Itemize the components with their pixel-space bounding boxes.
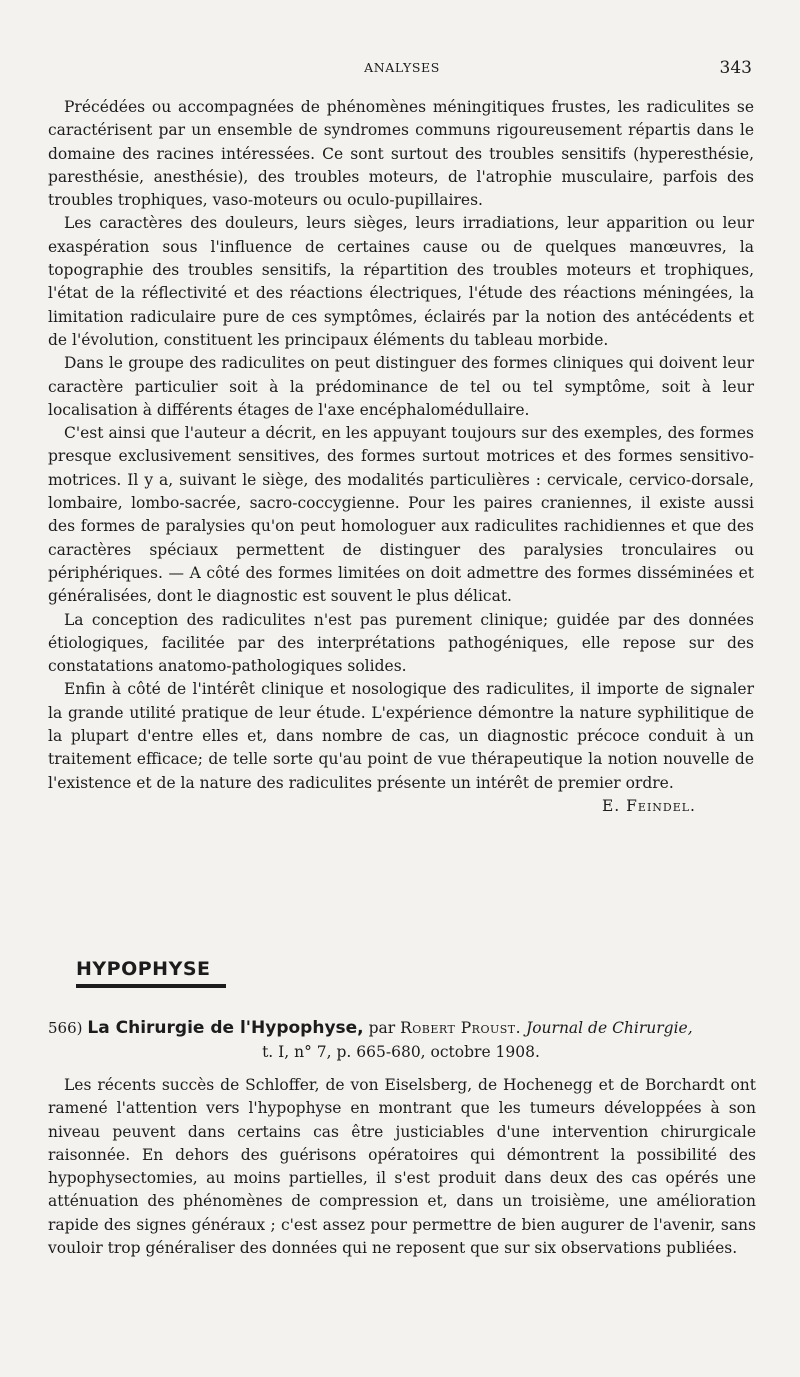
paragraph: La conception des radiculites n'est pas purement clinique; guidée par des données étiologiques, facilitée par des interprétations pathogéniques, elle repose sur des constatations anatomo-pathologiques solides. [48, 610, 754, 676]
entry-title: La Chirurgie de l'Hypophyse, [87, 1018, 364, 1038]
review-body [48, 96, 754, 818]
reviewer-signature: E. Feindel. [601, 796, 696, 815]
page-number: 343 [719, 58, 752, 78]
entry-citation: t. I, n° 7, p. 665-680, octobre 1908. [262, 1043, 540, 1061]
paragraph: Les récents succès de Schloffer, de von Eiselsberg, de Hochenegg et de Borchardt ont ramené l'attention vers l'hypophyse en montrant que les tumeurs développées à son niveau peuvent dans certains cas être justiciables d'une intervention chirurgicale raisonnée. En dehors des guérisons opératoires qui démontrent la possibilité des hypophysectomies, au moins partielles, il s'est produit dans deux des cas opérés une atténuation des phénomènes de compression et, dans un troisième, une amélioration rapide des signes généraux ; c'est assez pour permettre de bien augurer de l'avenir, sans vouloir trop généraliser des données qui ne reposent que sur six observations publiées. [48, 1076, 756, 1258]
signature-line [48, 795, 754, 818]
paragraph: Dans le groupe des radiculites on peut distinguer des formes cliniques qui doivent leur caractère particulier soit à la prédominance de tel ou tel symptôme, soit à leur localisation à différents étages de l'axe encéphalomédullaire. [48, 354, 754, 419]
paragraph: Précédées ou accompagnées de phénomènes méningitiques frustes, les radiculites se caractérisent par un ensemble de syndromes communs rigoureusement répartis dans le domaine des racines intéressées. Ce sont surtout des troubles sensitifs (hyperesthésie, paresthésie, anesthésie), des troubles moteurs, de l'atrophie musculaire, parfois des troubles trophiques, vaso-moteurs ou oculo-pupillaires. [48, 98, 754, 210]
entry-body [48, 1074, 756, 1260]
section-rule [76, 984, 226, 988]
paragraph: Les caractères des douleurs, leurs sièges, leurs irradiations, leur apparition ou leur exaspération sous l'influence de certaines cause ou de quelques manœuvres, la topographie des troubles sensitifs, la répartition des troubles moteurs et trophiques, l'état de la réflectivité et des réactions électriques, l'étude des réactions méningées, la limitation radiculaire pure de ces symptômes, éclairés par la notion des antécédents et de l'évolution, constituent les principaux éléments du tableau morbide. [48, 214, 754, 349]
entry-title-line [48, 1016, 754, 1040]
paragraph: Enfin à côté de l'intérêt clinique et nosologique des radiculites, il importe de signaler la grande utilité pratique de leur étude. L'expérience démontre la nature syphilitique de la plupart d'entre elles et, dans nombre de cas, un diagnostic précoce conduit à un traitement efficace; de telle sorte qu'au point de vue thérapeutique la notion nouvelle de l'existence et de la nature des radiculites présente un intérêt de premier ordre. [48, 680, 754, 792]
running-title: ANALYSES [364, 60, 440, 75]
entry-heading [48, 1016, 754, 1064]
running-head [52, 58, 752, 80]
section-heading: HYPOPHYSE [76, 958, 211, 980]
entry-number: 566) [48, 1019, 83, 1037]
paragraph: C'est ainsi que l'auteur a décrit, en les appuyant toujours sur des exemples, des formes presque exclusivement sensitives, des formes surtout motrices et des formes sensitivo-motrices. Il y a, suivant le siège, des modalités particulières : cervicale, cervico-dorsale, lombaire, lombo-sacrée, sacro-coccygienne. Pour les paires craniennes, il existe aussi des formes de paralysies qu'on peut homologuer aux radiculites rachidiennes et que des caractères spéciaux permettent de distinguer des paralysies tronculaires ou périphériques. — A côté des formes limitées on doit admettre des formes disséminées et généralisées, dont le diagnostic est souvent le plus délicat. [48, 424, 754, 606]
entry-author: Robert Proust. [400, 1019, 522, 1037]
entry-journal: Journal de Chirurgie, [526, 1019, 693, 1037]
entry-by: par [368, 1019, 396, 1037]
